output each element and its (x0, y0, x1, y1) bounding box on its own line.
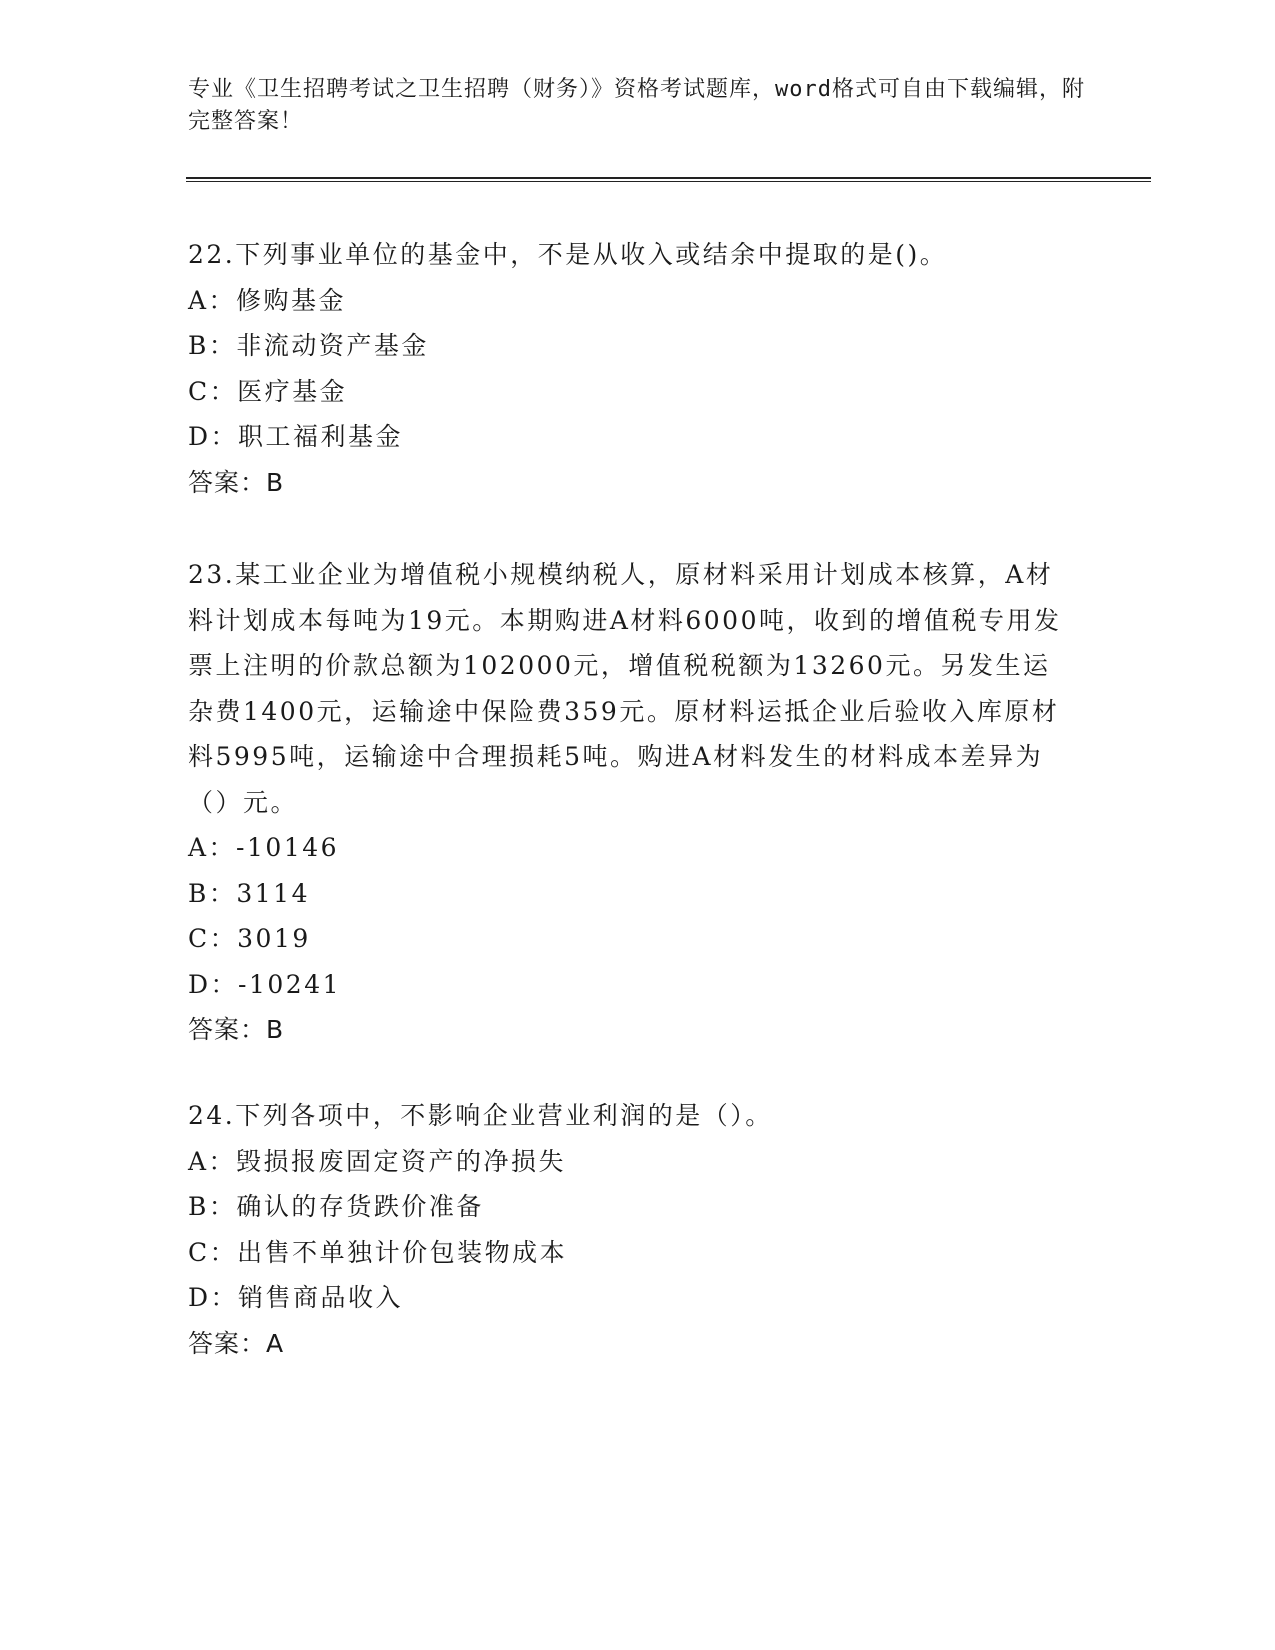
option-a: A：毁损报废固定资产的净损失 (188, 1146, 567, 1176)
option-c: C：出售不单独计价包装物成本 (188, 1237, 568, 1267)
option-a: A：-10146 (188, 833, 340, 862)
question-stem: 22.下列事业单位的基金中，不是从收入或结余中提取的是()。 (188, 240, 948, 269)
document-header: 专业《卫生招聘考试之卫生招聘（财务）》资格考试题库，word格式可自由下载编辑，附完整答案！ (188, 77, 1085, 134)
option-b: B：3114 (188, 878, 310, 908)
answer: 答案：B (188, 1015, 285, 1044)
option-d: D：-10241 (188, 969, 342, 999)
option-b: B：非流动资产基金 (188, 331, 429, 360)
question-stem: 24.下列各项中，不影响企业营业利润的是（）。 (188, 1101, 773, 1130)
option-a: A：修购基金 (188, 285, 347, 315)
option-d: D：销售商品收入 (188, 1283, 404, 1312)
answer: 答案：A (188, 1328, 285, 1358)
option-c: C：3019 (188, 924, 311, 953)
question-23 (188, 552, 1068, 1053)
question-22 (188, 232, 1068, 505)
question-stem: 23.某工业企业为增值税小规模纳税人，原材料采用计划成本核算，A材料计划成本每吨为19元。本期购进A材料6000吨，收到的增值税专用发票上注明的价款总额为102000元，增值税税额为13260元。另发生运杂费1400元，运输途中保险费359元。原材料运抵企业后验收入库原材料5995吨，运输途中合理损耗5吨。购进A材料发生的材料成本差异为（）元。 (188, 560, 1062, 817)
answer: 答案：B (188, 467, 285, 497)
option-d: D：职工福利基金 (188, 422, 404, 451)
option-c: C：医疗基金 (188, 376, 348, 406)
header-divider (186, 177, 1151, 182)
option-b: B：确认的存货跌价准备 (188, 1192, 484, 1221)
question-24 (188, 1093, 1068, 1366)
